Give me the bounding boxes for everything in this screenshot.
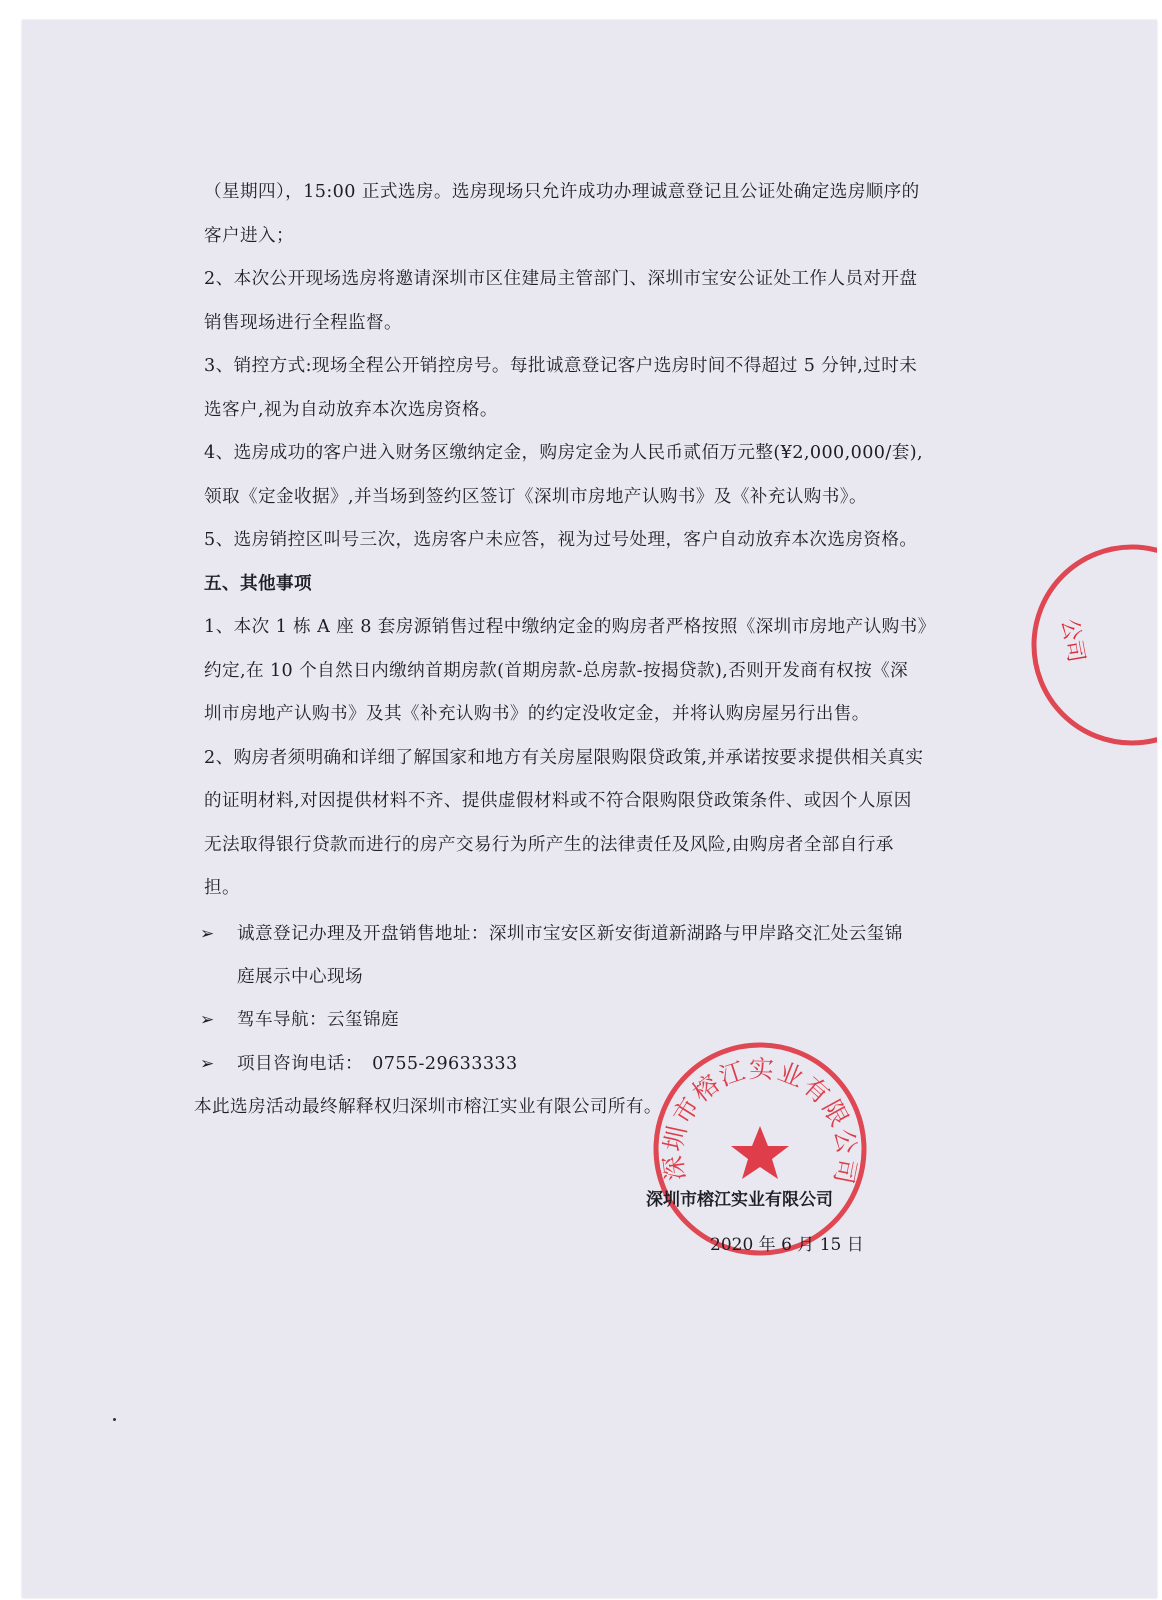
partial-seal-icon [1022, 540, 1157, 750]
bullet-text: 驾车导航：云玺锦庭 [237, 1010, 399, 1030]
body-line: 2、本次公开现场选房将邀请深圳市区住建局主管部门、深圳市宝安公证处工作人员对开盘 [204, 269, 918, 289]
section-line: 约定,在 10 个自然日内缴纳首期房款(首期房款-总房款-按揭贷款),否则开发商有权按《深 [204, 661, 909, 681]
section-heading: 五、其他事项 [204, 573, 312, 594]
bullet-arrow-icon: ➢ [200, 924, 215, 944]
body-line: 领取《定金收据》,并当场到签约区签订《深圳市房地产认购书》及《补充认购书》。 [204, 487, 867, 507]
section-line: 2、购房者须明确和详细了解国家和地方有关房屋限购限贷政策,并承诺按要求提供相关真实 [204, 748, 924, 768]
body-line: 3、销控方式:现场全程公开销控房号。每批诚意登记客户选房时间不得超过 5 分钟,过时未 [204, 356, 918, 376]
company-seal-icon [649, 1038, 871, 1260]
signer-name: 深圳市榕江实业有限公司 [646, 1190, 833, 1210]
document-page [22, 20, 1157, 1598]
section-line: 担。 [204, 878, 240, 898]
body-line: 4、选房成功的客户进入财务区缴纳定金，购房定金为人民币贰佰万元整(¥2,000,000/套), [204, 443, 923, 463]
scan-speck [113, 1418, 116, 1421]
section-line: 的证明材料,对因提供材料不齐、提供虚假材料或不符合限购限贷政策条件、或因个人原因 [204, 791, 912, 811]
final-statement: 本此选房活动最终解释权归深圳市榕江实业有限公司所有。 [194, 1097, 662, 1117]
body-line: 5、选房销控区叫号三次，选房客户未应答，视为过号处理，客户自动放弃本次选房资格。 [204, 530, 918, 550]
document-body [22, 20, 1157, 1598]
bullet-arrow-icon: ➢ [200, 1054, 215, 1074]
body-line: （星期四），15:00 正式选房。选房现场只允许成功办理诚意登记且公证处确定选房顺序的 [204, 182, 920, 202]
bullet-text: 庭展示中心现场 [237, 967, 363, 987]
body-line: 选客户,视为自动放弃本次选房资格。 [204, 400, 498, 420]
section-line: 1、本次 1 栋 A 座 8 套房源销售过程中缴纳定金的购房者严格按照《深圳市房地产认购书》 [204, 617, 936, 637]
section-line: 无法取得银行贷款而进行的房产交易行为所产生的法律责任及风险,由购房者全部自行承 [204, 835, 894, 855]
section-line: 圳市房地产认购书》及其《补充认购书》的约定没收定金，并将认购房屋另行出售。 [204, 704, 870, 724]
body-line: 客户进入； [204, 226, 294, 246]
body-line: 销售现场进行全程监督。 [204, 313, 402, 333]
bullet-text: 项目咨询电话： 0755-29633333 [237, 1054, 518, 1074]
bullet-arrow-icon: ➢ [200, 1010, 215, 1030]
signature-date: 2020 年 6 月 15 日 [710, 1235, 864, 1255]
svg-text:公司: 公司 [1056, 616, 1089, 665]
bullet-text: 诚意登记办理及开盘销售地址：深圳市宝安区新安街道新湖路与甲岸路交汇处云玺锦 [237, 924, 903, 944]
svg-text:深圳市榕江实业有限公司: 深圳市榕江实业有限公司 [658, 1054, 862, 1189]
